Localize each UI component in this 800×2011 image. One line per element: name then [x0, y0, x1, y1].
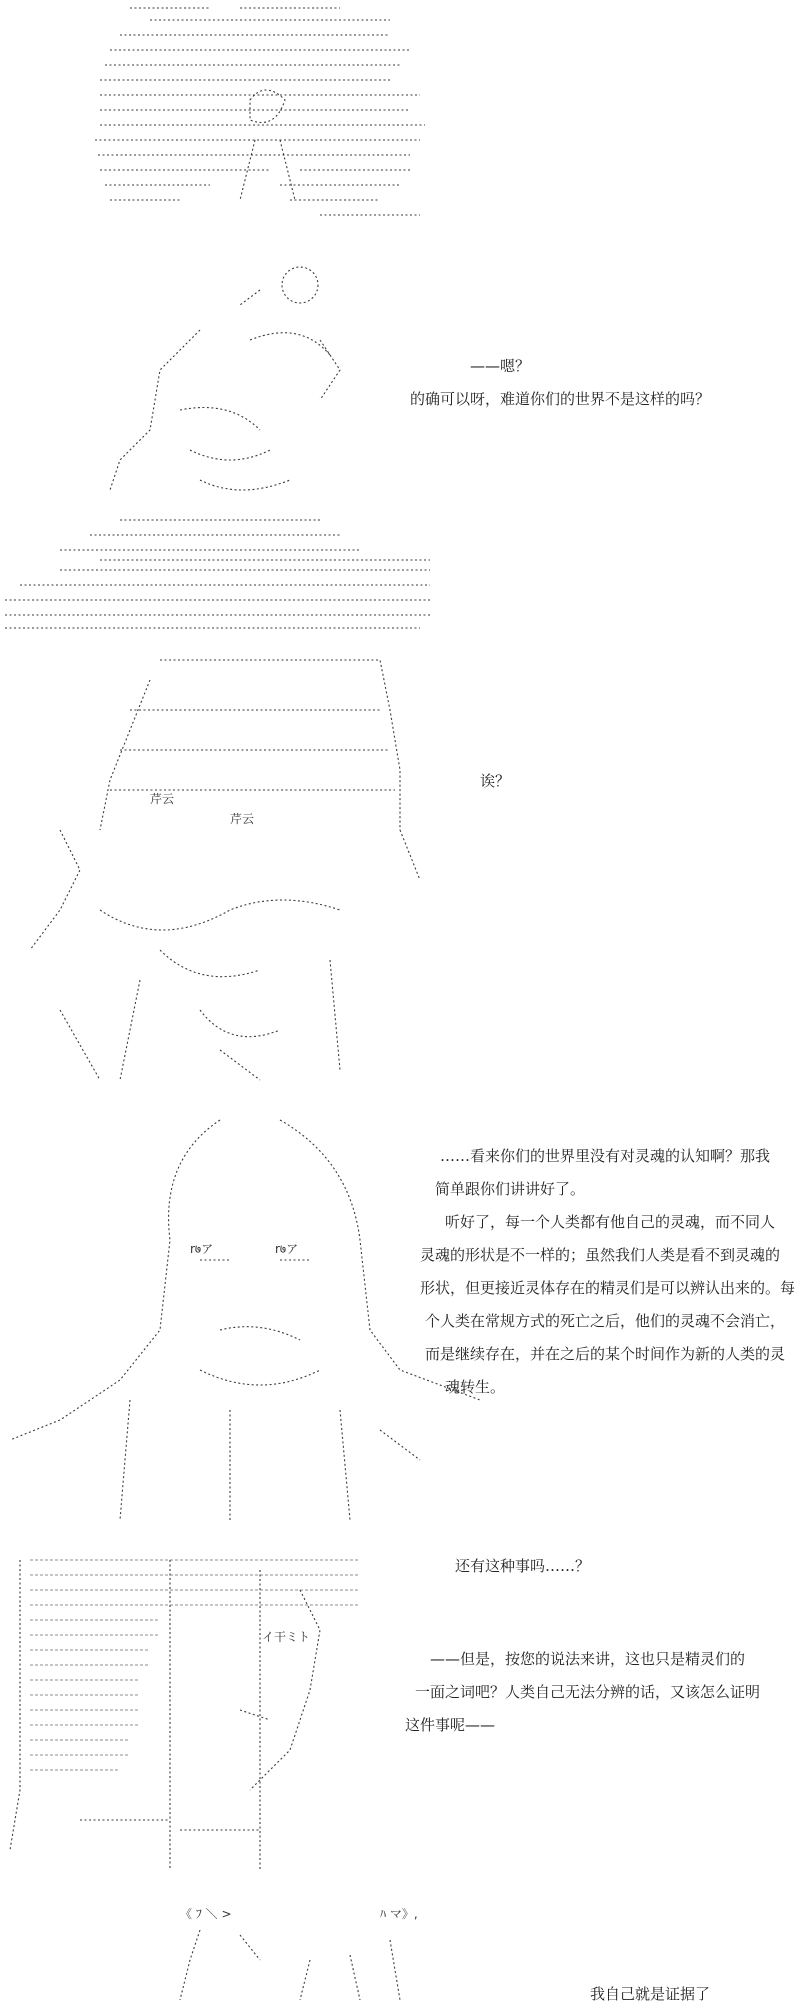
dialog-line: ——但是，按您的说法来讲，这也只是精灵们的	[430, 1650, 746, 1668]
art-label: r७ア	[190, 1242, 214, 1256]
art-label: 芹云	[150, 792, 175, 806]
ascii-art-figure-3	[0, 650, 420, 1090]
dialog-line: 简单跟你们讲讲好了。	[435, 1180, 586, 1198]
dialog-line: 我自己就是证据了	[590, 1985, 711, 2003]
dialog-line: 而是继续存在，并在之后的某个时间作为新的人类的灵	[425, 1345, 786, 1363]
dialog-line: 还有这种事吗……？	[455, 1557, 591, 1575]
art-label: 芹云	[230, 812, 255, 826]
dialog-panel-3	[480, 765, 510, 798]
dialog-line: 一面之词吧？人类自己无法分辨的话，又该怎么证明	[415, 1683, 761, 1701]
dialog-line: 这件事呢——	[405, 1716, 496, 1734]
ascii-art-figure-6	[150, 1900, 470, 2000]
panel-6	[0, 1900, 800, 2003]
panel-2	[0, 260, 800, 630]
panel-1	[0, 0, 800, 240]
dialog-line: 灵魂的形状是不一样的；虽然我们人类是看不到灵魂的	[420, 1246, 781, 1264]
art-label: イ干ミト	[262, 1630, 311, 1644]
dialog-panel-5	[405, 1550, 760, 1742]
dialog-line: 魂转生。	[445, 1378, 506, 1396]
ascii-art-figure-2	[0, 260, 430, 630]
dialog-line: 诶？	[480, 772, 511, 790]
panel-3	[0, 650, 800, 1090]
panel-4	[0, 1100, 800, 1530]
art-label: ﾊ マ》,	[380, 1907, 418, 1921]
ascii-art-figure-5	[0, 1550, 400, 1870]
art-label: r७ア	[275, 1242, 299, 1256]
dialog-panel-2	[410, 350, 710, 416]
dialog-line: 的确可以呀，难道你们的世界不是这样的吗？	[410, 390, 711, 408]
dialog-line: ——嗯？	[470, 357, 531, 375]
dialog-line: 形状，但更接近灵体存在的精灵们是可以辨认出来的。每	[420, 1279, 796, 1297]
dialog-line: 听好了，每一个人类都有他自己的灵魂，而不同人	[445, 1213, 776, 1231]
dialog-panel-4	[420, 1140, 800, 1404]
dialog-panel-6	[590, 1978, 710, 2011]
art-label: 《 ﾌ ＼ >	[180, 1907, 232, 1921]
dialog-line: ……看来你们的世界里没有对灵魂的认知啊？那我	[440, 1147, 771, 1165]
panel-5	[0, 1550, 800, 1870]
ascii-art-figure-1	[90, 0, 430, 235]
dialog-line: 个人类在常规方式的死亡之后，他们的灵魂不会消亡，	[425, 1312, 786, 1330]
